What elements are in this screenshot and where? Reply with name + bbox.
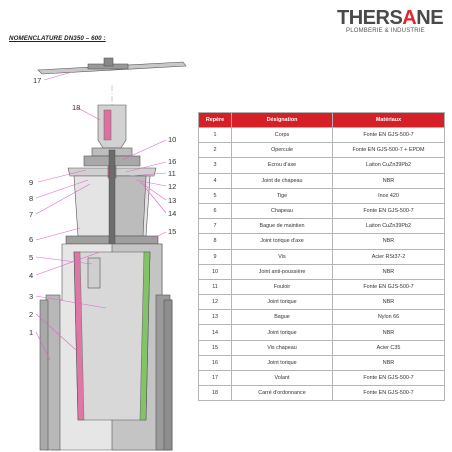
cell-repere: 18 <box>199 386 232 401</box>
cell-repere: 6 <box>199 203 232 218</box>
cell-repere: 15 <box>199 340 232 355</box>
cell-designation: Vis chapeau <box>232 340 333 355</box>
cell-repere: 3 <box>199 158 232 173</box>
cell-designation: Joint torique <box>232 325 333 340</box>
callout-13: 13 <box>168 196 177 205</box>
cell-materiau: Fonte EN GJS-500-7 + EPDM <box>333 143 445 158</box>
callout-11: 11 <box>168 169 176 178</box>
table-row <box>199 203 445 218</box>
cell-materiau: Inox 420 <box>333 188 445 203</box>
cell-materiau: Acier C35 <box>333 340 445 355</box>
table-row <box>199 279 445 294</box>
cell-materiau: Fonte EN GJS-500-7 <box>333 203 445 218</box>
cell-designation: Carré d'ordonnance <box>232 386 333 401</box>
callout-18: 18 <box>72 103 81 112</box>
table-row <box>199 219 445 234</box>
logo-brand: THERSANE <box>337 7 444 29</box>
table-row <box>199 143 445 158</box>
cell-repere: 2 <box>199 143 232 158</box>
cell-repere: 12 <box>199 295 232 310</box>
callout-1: 1 <box>29 328 34 337</box>
cell-materiau: Nylon 66 <box>333 310 445 325</box>
callout-17: 17 <box>33 76 42 85</box>
cell-repere: 4 <box>199 173 232 188</box>
cell-repere: 17 <box>199 371 232 386</box>
header-designation: Désignation <box>232 113 333 128</box>
handwheel <box>38 58 186 74</box>
gate-wedge <box>74 252 150 420</box>
cell-materiau: NBR <box>333 325 445 340</box>
table-row <box>199 264 445 279</box>
cell-designation: Fouloir <box>232 279 333 294</box>
header-materiaux: Matériaux <box>333 113 445 128</box>
table-row <box>199 386 445 401</box>
table-row <box>199 295 445 310</box>
cell-designation: Joint torique <box>232 295 333 310</box>
cell-materiau: NBR <box>333 295 445 310</box>
callout-16: 16 <box>168 157 177 166</box>
cell-materiau: Fonte EN GJS-500-7 <box>333 128 445 143</box>
cell-repere: 5 <box>199 188 232 203</box>
cell-repere: 14 <box>199 325 232 340</box>
cell-materiau: Fonte EN GJS-500-7 <box>333 386 445 401</box>
callout-6: 6 <box>29 235 34 244</box>
cell-materiau: Fonte EN GJS-500-7 <box>333 371 445 386</box>
callout-8: 8 <box>29 194 34 203</box>
header-repere: Repère <box>199 113 232 128</box>
callout-10: 10 <box>168 135 177 144</box>
cell-designation: Bague de maintien <box>232 219 333 234</box>
table-row <box>199 234 445 249</box>
cell-designation: Joint torique <box>232 355 333 370</box>
cell-designation: Volant <box>232 371 333 386</box>
cell-designation: Corps <box>232 128 333 143</box>
page-title: NOMENCLATURE DN350 – 600 : <box>9 35 106 42</box>
cell-designation: Tige <box>232 188 333 203</box>
cell-materiau: Fonte EN GJS-500-7 <box>333 279 445 294</box>
table-row <box>199 355 445 370</box>
cell-materiau: NBR <box>333 264 445 279</box>
cell-repere: 8 <box>199 234 232 249</box>
cell-materiau: NBR <box>333 173 445 188</box>
callout-3: 3 <box>29 292 34 301</box>
table-row <box>199 158 445 173</box>
nomenclature-table <box>198 112 445 401</box>
operating-cap <box>98 105 126 148</box>
cell-repere: 9 <box>199 249 232 264</box>
table-header-row <box>199 113 445 128</box>
table-row <box>199 371 445 386</box>
table-row <box>199 340 445 355</box>
cell-designation: Joint anti-poussière <box>232 264 333 279</box>
cell-designation: Ecrou d'axe <box>232 158 333 173</box>
cell-materiau: Laiton CuZn39Pb2 <box>333 219 445 234</box>
callout-14: 14 <box>168 209 177 218</box>
table-row <box>199 128 445 143</box>
callout-7: 7 <box>29 210 34 219</box>
callout-12: 12 <box>168 182 177 191</box>
table-row <box>199 249 445 264</box>
callout-9: 9 <box>29 178 34 187</box>
cell-designation: Joint de chapeau <box>232 173 333 188</box>
cell-materiau: Acier RSt37-2 <box>333 249 445 264</box>
cell-repere: 10 <box>199 264 232 279</box>
cell-repere: 1 <box>199 128 232 143</box>
callout-15: 15 <box>168 227 177 236</box>
callout-2: 2 <box>29 310 34 319</box>
cell-designation: Opercule <box>232 143 333 158</box>
cell-repere: 11 <box>199 279 232 294</box>
cell-designation: Vis <box>232 249 333 264</box>
cell-repere: 13 <box>199 310 232 325</box>
callout-4: 4 <box>29 271 34 280</box>
cell-designation: Chapeau <box>232 203 333 218</box>
cell-designation: Bague <box>232 310 333 325</box>
table-row <box>199 325 445 340</box>
logo-subtitle: PLOMBERIE & INDUSTRIE <box>346 28 425 34</box>
callout-5: 5 <box>29 253 34 262</box>
cell-materiau: Laiton CuZn39Pb2 <box>333 158 445 173</box>
cell-materiau: NBR <box>333 234 445 249</box>
table-row <box>199 173 445 188</box>
table-row <box>199 188 445 203</box>
cell-materiau: NBR <box>333 355 445 370</box>
table-row <box>199 310 445 325</box>
cell-designation: Joint torique d'axe <box>232 234 333 249</box>
cell-repere: 16 <box>199 355 232 370</box>
cell-repere: 7 <box>199 219 232 234</box>
